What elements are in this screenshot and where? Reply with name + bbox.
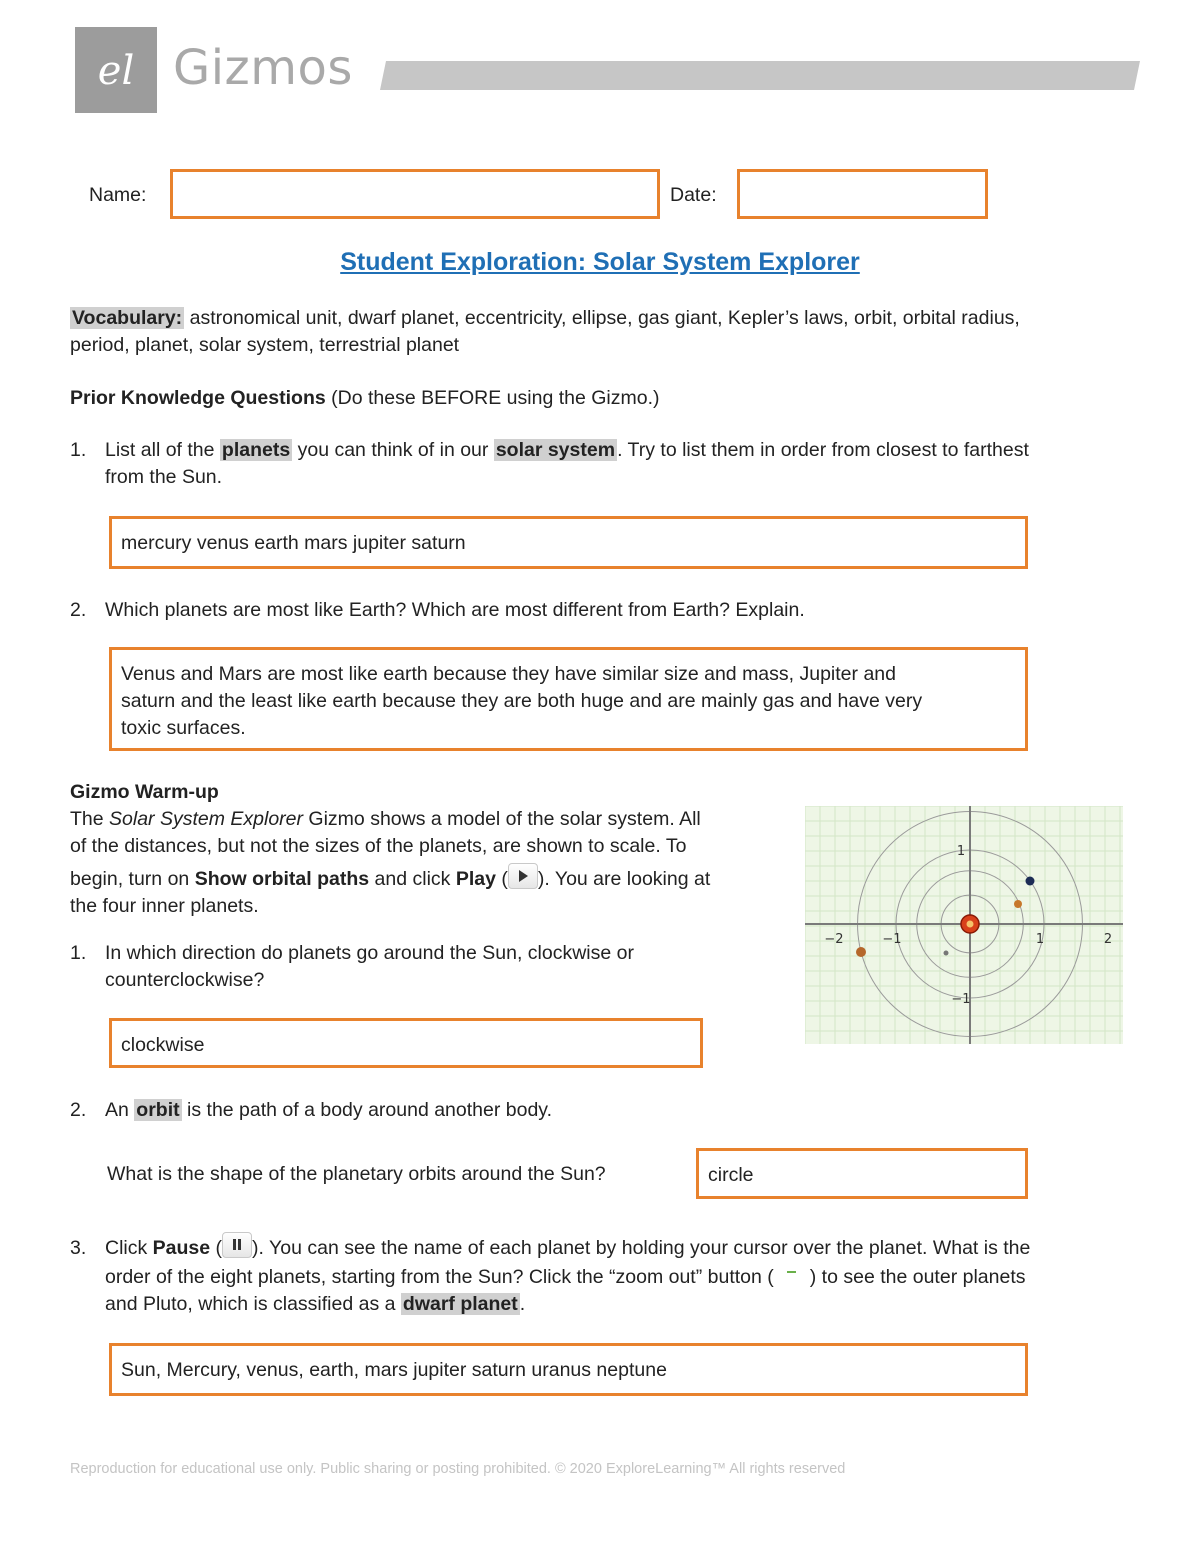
prior-q2-answer-line3: toxic surfaces. <box>121 717 246 739</box>
warmup-line1-pre: The <box>70 808 110 830</box>
warmup-q2-pre: An <box>105 1099 135 1121</box>
prior-q2-answer-line2: saturn and the least like earth because they are both huge and are mainly gas and have very <box>121 690 923 712</box>
name-label: Name: <box>89 184 147 206</box>
gizmo-name: Solar System Explorer <box>109 808 304 830</box>
warmup-q3-number: 3. <box>70 1237 87 1259</box>
planet-mars <box>856 947 866 957</box>
zoom-out-icon[interactable] <box>774 1264 810 1291</box>
warmup-q1-text <box>105 940 634 994</box>
prior-q1-post: . Try to list them in order from closest to farthest <box>617 439 1029 461</box>
x-tick-label: 2 <box>1103 932 1113 947</box>
prior-knowledge-heading-row <box>70 385 660 412</box>
prior-q1-line2: from the Sun. <box>105 466 223 488</box>
warmup-q1-answer: clockwise <box>121 1034 205 1056</box>
warmup-q2-text <box>105 1097 552 1124</box>
warmup-q3-text <box>105 1232 1165 1318</box>
prior-q1-number: 1. <box>70 439 87 461</box>
warmup-line3-post: ). You are looking at <box>537 868 711 890</box>
prior-knowledge-note: (Do these BEFORE using the Gizmo.) <box>325 387 660 409</box>
warmup-line1-post: Gizmo shows a model of the solar system. All <box>303 808 701 830</box>
prior-q2-answer-line1: Venus and Mars are most like earth because they have similar size and mass, Jupiter and <box>121 663 896 685</box>
term-solar-system: solar system <box>495 439 616 461</box>
vocabulary-label: Vocabulary: <box>72 307 183 329</box>
warmup-line2: of the distances, but not the sizes of the planets, are shown to scale. To <box>70 835 687 857</box>
warmup-heading: Gizmo Warm-up <box>70 781 219 803</box>
prior-q2-text: Which planets are most like Earth? Which are most different from Earth? Explain. <box>105 599 805 621</box>
term-dwarf-planet: dwarf planet <box>402 1293 518 1315</box>
warmup-q3-line2-post: ) to see the outer planets <box>809 1266 1026 1288</box>
play-label: Play <box>455 868 496 890</box>
date-value <box>740 172 985 183</box>
prior-q1-text <box>105 437 1145 491</box>
x-tick-label: 1 <box>1035 932 1045 947</box>
warmup-q2-answer: circle <box>708 1164 754 1186</box>
warmup-q3-paren: ( <box>210 1237 223 1259</box>
warmup-line3-pre: begin, turn on <box>70 868 195 890</box>
warmup-q2-subquestion: What is the shape of the planetary orbits around the Sun? <box>107 1163 606 1185</box>
prior-q1-pre: List all of the <box>105 439 220 461</box>
term-planets: planets <box>221 439 291 461</box>
vocabulary-text-line2: period, planet, solar system, terrestrial planet <box>70 334 460 356</box>
y-tick-label: −1 <box>951 992 971 1007</box>
warmup-q1-line1: In which direction do planets go around the Sun, clockwise or <box>105 942 634 964</box>
vocabulary-text-line1: astronomical unit, dwarf planet, eccentricity, ellipse, gas giant, Kepler’s laws, orbit, orbital radius, <box>184 307 1020 329</box>
name-value <box>173 172 657 183</box>
prior-knowledge-heading: Prior Knowledge Questions <box>70 387 326 409</box>
prior-q1-mid: you can think of in our <box>292 439 494 461</box>
prior-q2-number: 2. <box>70 599 87 621</box>
sun-core <box>967 921 974 928</box>
x-tick-label: −2 <box>824 932 844 947</box>
svg-text:el: el <box>97 48 135 94</box>
planet-earth <box>1026 877 1035 886</box>
name-field[interactable] <box>170 169 660 219</box>
prior-q1-answer-box[interactable] <box>109 516 1028 569</box>
warmup-q3-answer: Sun, Mercury, venus, earth, mars jupiter saturn uranus neptune <box>121 1359 667 1381</box>
term-orbit: orbit <box>136 1099 180 1121</box>
warmup-line4: the four inner planets. <box>70 895 259 917</box>
y-tick-label: 1 <box>956 844 966 859</box>
warmup-q3-answer-box[interactable] <box>109 1343 1028 1396</box>
explorelearning-logo-icon <box>86 44 146 96</box>
prior-q1-answer: mercury venus earth mars jupiter saturn <box>121 532 466 554</box>
play-icon[interactable] <box>508 863 538 889</box>
brand-name: Gizmos <box>173 40 353 96</box>
warmup-q3-pre: Click <box>105 1237 153 1259</box>
warmup-q1-line2: counterclockwise? <box>105 969 265 991</box>
date-field[interactable] <box>737 169 988 219</box>
warmup-q2-answer-box[interactable] <box>696 1148 1028 1199</box>
warmup-line3-paren: ( <box>495 868 508 890</box>
warmup-intro <box>70 779 790 920</box>
pause-label: Pause <box>152 1237 211 1259</box>
pause-icon[interactable] <box>222 1232 252 1258</box>
warmup-q2-post: is the path of a body around another body. <box>181 1099 553 1121</box>
header-bar <box>380 61 1140 90</box>
show-orbital-paths-label: Show orbital paths <box>194 868 370 890</box>
warmup-q1-number: 1. <box>70 942 87 964</box>
footer-copyright: Reproduction for educational use only. Public sharing or posting prohibited. © 2020 ExploreLearning™ All rights reserved <box>70 1461 846 1477</box>
warmup-q3-line3-post: . <box>519 1293 526 1315</box>
solar-system-gizmo-figure <box>805 806 1123 1044</box>
prior-q2-answer <box>112 650 1025 742</box>
warmup-q1-answer-box[interactable] <box>109 1018 703 1068</box>
planet-mercury <box>944 951 949 956</box>
page-title: Student Exploration: Solar System Explorer <box>340 248 860 276</box>
warmup-q3-line2-pre: order of the eight planets, starting from the Sun? Click the “zoom out” button ( <box>105 1266 774 1288</box>
prior-q2-answer-box[interactable] <box>109 647 1028 751</box>
x-tick-label: −1 <box>882 932 902 947</box>
planet-venus <box>1014 900 1022 908</box>
gizmos-logo <box>75 27 157 113</box>
date-label: Date: <box>670 184 717 206</box>
warmup-q3-line3-pre: and Pluto, which is classified as a <box>105 1293 401 1315</box>
warmup-q2-number: 2. <box>70 1099 87 1121</box>
vocabulary <box>70 305 1140 359</box>
warmup-q3-post: ). You can see the name of each planet by holding your cursor over the planet. What is the <box>252 1237 1031 1259</box>
warmup-line3-mid: and click <box>369 868 456 890</box>
